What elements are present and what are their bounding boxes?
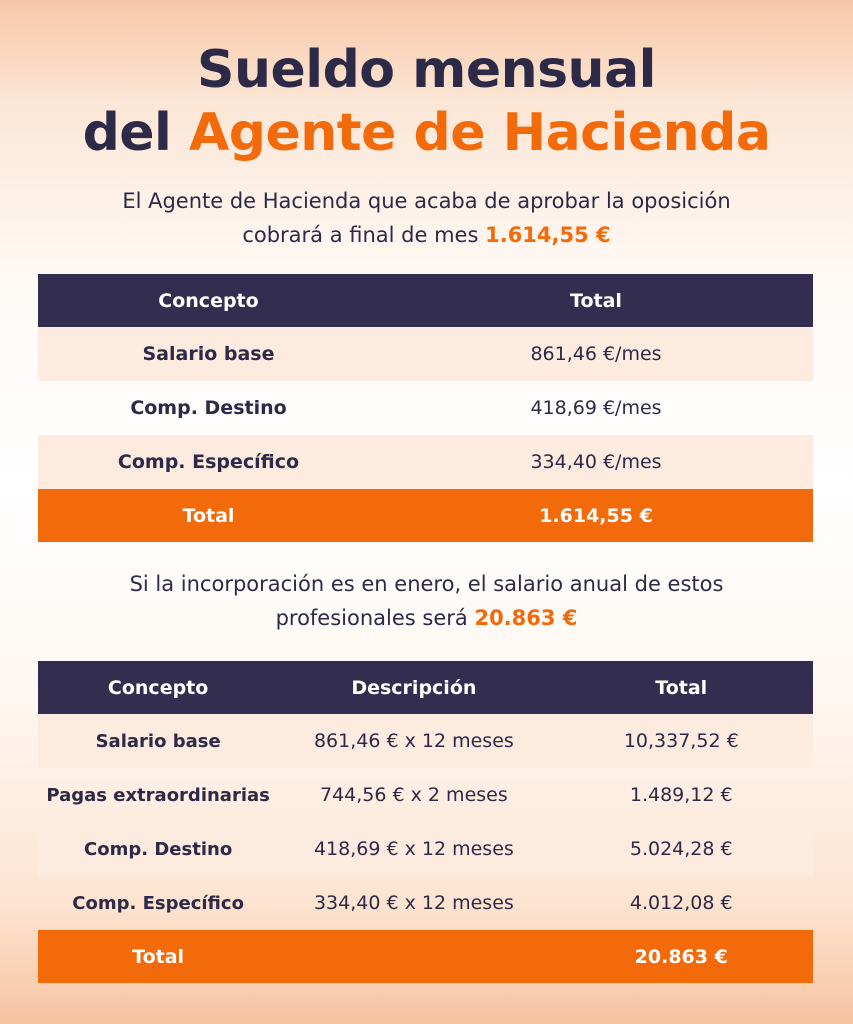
header-concepto: Concepto	[158, 289, 259, 312]
monthly-intro-line2	[0, 218, 853, 252]
annual-intro	[0, 567, 853, 635]
annual-intro-line1: Si la incorporación es en enero, el salario anual de estos	[129, 572, 724, 596]
row-description: 418,69 € x 12 meses	[313, 838, 514, 860]
row-total: 10,337,52 €	[623, 730, 739, 752]
monthly-intro	[0, 184, 853, 252]
header-descripcion: Descripción	[351, 676, 477, 699]
monthly-intro-amount: 1.614,55 €	[485, 223, 611, 247]
table-row	[38, 714, 813, 768]
header-concepto: Concepto	[107, 676, 209, 699]
row-concept: Comp. Destino	[130, 397, 287, 419]
table-row	[38, 435, 813, 489]
total-description-empty	[278, 930, 549, 983]
row-description: 744,56 € x 2 meses	[320, 784, 508, 806]
table-row	[38, 822, 813, 876]
page-title-highlight: Agente de Hacienda	[189, 103, 771, 163]
row-concept: Salario base	[95, 730, 221, 752]
row-total: 334,40 €/mes	[530, 451, 662, 473]
row-concept: Pagas extraordinarias	[46, 784, 270, 806]
table-header-row	[38, 661, 813, 714]
page-title-prefix: del	[82, 103, 172, 163]
annual-intro-prefix: profesionales será	[275, 606, 468, 630]
annual-intro-amount: 20.863 €	[474, 606, 578, 630]
table-row	[38, 768, 813, 822]
row-description: 334,40 € x 12 meses	[313, 892, 514, 914]
monthly-intro-prefix: cobrará a final de mes	[242, 223, 479, 247]
row-total: 861,46 €/mes	[530, 343, 662, 365]
monthly-salary-table	[38, 274, 813, 542]
annual-intro-line2	[0, 601, 853, 635]
row-description: 861,46 € x 12 meses	[313, 730, 514, 752]
row-total: 4.012,08 €	[629, 892, 733, 914]
total-label: Total	[182, 504, 235, 527]
row-total: 418,69 €/mes	[530, 397, 662, 419]
header-total: Total	[570, 289, 622, 312]
header-total: Total	[655, 676, 708, 699]
monthly-intro-line1: El Agente de Hacienda que acaba de aprobar la oposición	[122, 189, 731, 213]
total-label: Total	[132, 945, 185, 968]
table-row	[38, 876, 813, 930]
table-total-row	[38, 489, 813, 542]
total-value: 20.863 €	[634, 945, 728, 968]
row-concept: Comp. Específico	[117, 451, 300, 473]
row-total: 1.489,12 €	[629, 784, 733, 806]
page-title-line1: Sueldo mensual	[197, 40, 656, 100]
total-value: 1.614,55 €	[539, 504, 653, 527]
row-concept: Salario base	[142, 343, 275, 365]
table-total-row	[38, 930, 813, 983]
table-header-row	[38, 274, 813, 327]
page-title-line2	[0, 103, 853, 163]
table-row	[38, 327, 813, 381]
row-concept: Comp. Destino	[84, 838, 233, 860]
row-concept: Comp. Específico	[72, 892, 244, 914]
row-total: 5.024,28 €	[629, 838, 733, 860]
table-row	[38, 381, 813, 435]
annual-salary-table	[38, 661, 813, 983]
